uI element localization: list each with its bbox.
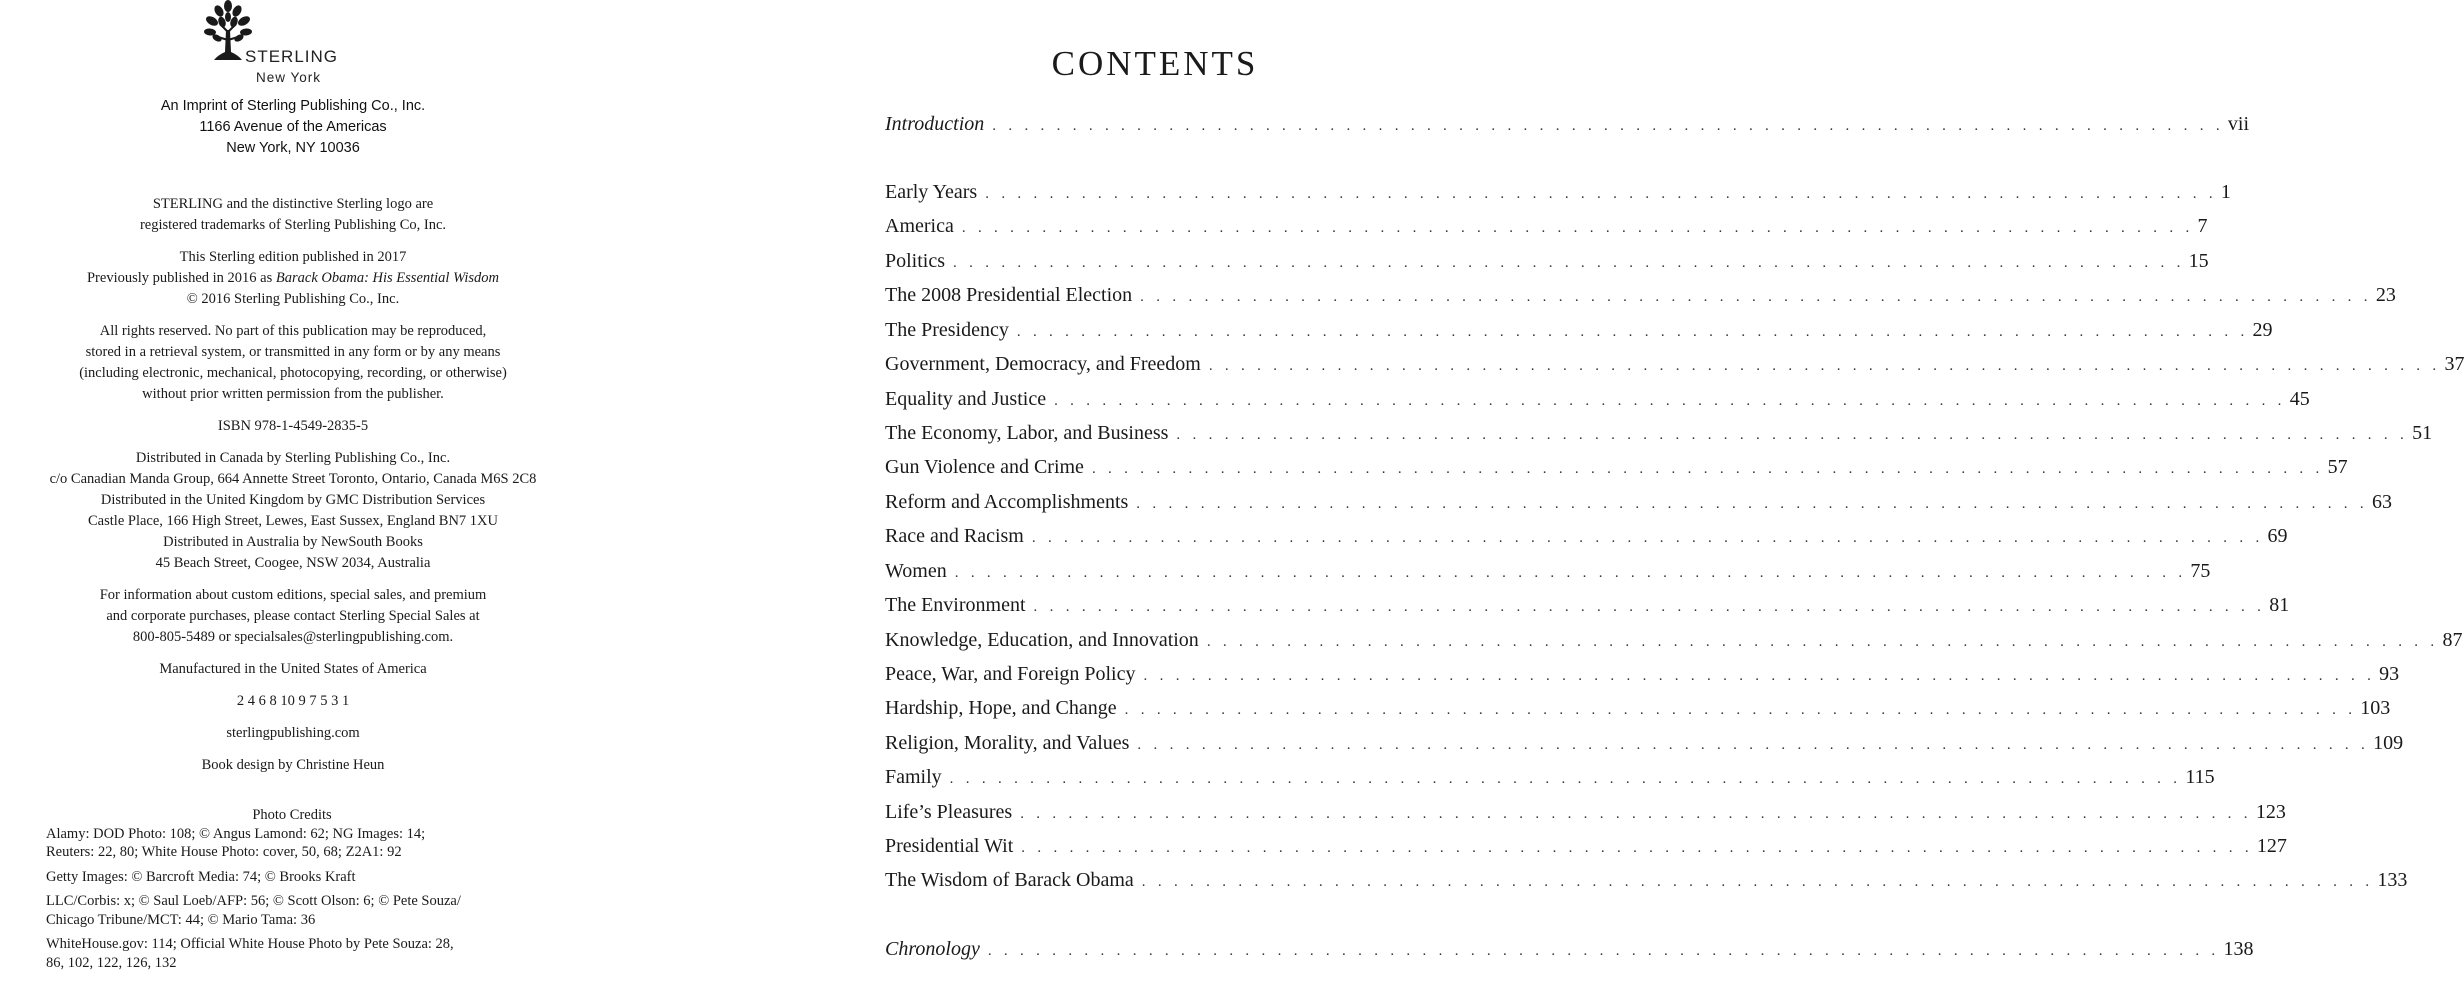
toc-entry-title: The Wisdom of Barack Obama bbox=[885, 869, 1134, 891]
toc-entry-title: Presidential Wit bbox=[885, 835, 1014, 857]
toc-entry-title: Race and Racism bbox=[885, 525, 1024, 547]
toc-entry-page: 37 bbox=[2444, 353, 2464, 375]
text-line: without prior written permission from the publisher. bbox=[142, 386, 444, 402]
toc-entry-title: Chronology bbox=[885, 938, 980, 960]
toc-entry-page: 115 bbox=[2185, 766, 2215, 788]
toc-entry-title: The 2008 Presidential Election bbox=[885, 284, 1133, 306]
imprint-line: An Imprint of Sterling Publishing Co., Inc. bbox=[160, 98, 426, 114]
text-line: Distributed in the United Kingdom by GMC Distribution Services bbox=[100, 492, 486, 508]
toc-entry-title: Religion, Morality, and Values bbox=[885, 732, 1130, 754]
toc-leader-dots: . . . . . . . . . . . . . . . . . . . . . . . . . . . . . . . . . . . . . . . . . . . . . . . . . . . . . . . . . . . . . . . . . . . . . . . . . . . . . bbox=[1140, 289, 2372, 305]
text-line: (including electronic, mechanical, photocopying, recording, or otherwise) bbox=[79, 365, 507, 381]
contents-title: CONTENTS bbox=[1051, 44, 1259, 83]
toc-entry-page: 57 bbox=[2327, 456, 2348, 478]
edition-notice bbox=[0, 247, 586, 310]
design-credit bbox=[0, 755, 586, 776]
toc-entry-page: 7 bbox=[2197, 215, 2208, 237]
logo-city: New York bbox=[256, 70, 322, 85]
toc-entry-title: Family bbox=[885, 766, 942, 788]
toc-leader-dots: . . . . . . . . . . . . . . . . . . . . . . . . . . . . . . . . . . . . . . . . . . . . . . . . . . . . . . . . . . . . . . . . . . . . . . . . . . . . . bbox=[1141, 874, 2374, 890]
toc-entry-title: Life’s Pleasures bbox=[885, 801, 1013, 823]
toc-leader-dots: . . . . . . . . . . . . . . . . . . . . . . . . . . . . . . . . . . . . . . . . . . . . . . . . . . . . . . . . . . . . . . . . . . . . . . . . . . . . . bbox=[987, 943, 2220, 959]
imprint-address bbox=[0, 96, 586, 159]
toc-entry-page: 123 bbox=[2255, 801, 2286, 823]
toc-entry-lifes-pleasures[interactable] bbox=[885, 801, 2286, 829]
toc-entry-page: 87 bbox=[2442, 629, 2463, 651]
text-line: Manufactured in the United States of America bbox=[159, 661, 427, 677]
text-line: Alamy: DOD Photo: 108; © Angus Lamond: 62; NG Images: 14; bbox=[46, 825, 426, 842]
toc-entry-introduction[interactable] bbox=[885, 113, 2250, 141]
toc-entry-america[interactable] bbox=[885, 215, 2208, 243]
toc-entry-race[interactable] bbox=[885, 525, 2288, 553]
toc-leader-dots: . . . . . . . . . . . . . . . . . . . . . . . . . . . . . . . . . . . . . . . . . . . . . . . . . . . . . . . . . . . . . . . . . . . . . . . . . . . . . bbox=[1016, 324, 2249, 340]
toc-entry-title: Politics bbox=[885, 250, 946, 272]
toc-leader-dots: . . . . . . . . . . . . . . . . . . . . . . . . . . . . . . . . . . . . . . . . . . . . . . . . . . . . . . . . . . . . . . . . . . . . . . . . . . . . . bbox=[1054, 393, 2286, 409]
text-line: sterlingpublishing.com bbox=[226, 725, 360, 741]
legal-notices bbox=[0, 194, 586, 787]
toc-leader-dots: . . . . . . . . . . . . . . . . . . . . . . . . . . . . . . . . . . . . . . . . . . . . . . . . . . . . . . . . . . . . . . . . . . . . . . . . . . . . . bbox=[1206, 634, 2439, 650]
toc-entry-title: The Presidency bbox=[885, 319, 1009, 341]
toc-leader-dots: . . . . . . . . . . . . . . . . . . . . . . . . . . . . . . . . . . . . . . . . . . . . . . . . . . . . . . . . . . . . . . . . . . . . . . . . . . . . . bbox=[1091, 461, 2324, 477]
toc-entry-chronology[interactable] bbox=[885, 938, 2254, 966]
toc-entry-women[interactable] bbox=[885, 560, 2211, 588]
toc-leader-dots: . . . . . . . . . . . . . . . . . . . . . . . . . . . . . . . . . . . . . . . . . . . . . . . . . . . . . . . . . . . . . . . . . . . . . . . . . . . . . bbox=[1137, 737, 2370, 753]
toc-leader-dots: . . . . . . . . . . . . . . . . . . . . . . . . . . . . . . . . . . . . . . . . . . . . . . . . . . . . . . . . . . . . . . . . . . . . . . . . . . . . . bbox=[953, 255, 2185, 271]
printing-line bbox=[0, 691, 586, 712]
imprint-line: 1166 Avenue of the Americas bbox=[199, 119, 387, 135]
text-line: 45 Beach Street, Coogee, NSW 2034, Australia bbox=[155, 555, 431, 571]
toc-entry-hardship[interactable] bbox=[885, 697, 2391, 725]
toc-leader-dots: . . . . . . . . . . . . . . . . . . . . . . . . . . . . . . . . . . . . . . . . . . . . . . . . . . . . . . . . . . . . . . . . . . . . . . . . . . . . . bbox=[954, 565, 2187, 581]
previous-title: Barack Obama: His Essential Wisdom bbox=[275, 270, 500, 286]
toc-entry-title: Reform and Accomplishments bbox=[885, 491, 1129, 513]
toc-entry-page: 93 bbox=[2379, 663, 2400, 685]
text-line: 2 4 6 8 10 9 7 5 3 1 bbox=[236, 693, 350, 709]
text-line: Reuters: 22, 80; White House Photo: cover, 50, 68; Z2A1: 92 bbox=[46, 844, 402, 860]
toc-entry-page: 75 bbox=[2190, 560, 2211, 582]
toc-leader-dots: . . . . . . . . . . . . . . . . . . . . . . . . . . . . . . . . . . . . . . . . . . . . . . . . . . . . . . . . . . . . . . . . . . . . . . . . . . . . . bbox=[1020, 806, 2252, 822]
toc-entry-family[interactable] bbox=[885, 766, 2215, 794]
text-line: 86, 102, 122, 126, 132 bbox=[46, 954, 177, 971]
toc-leader-dots: . . . . . . . . . . . . . . . . . . . . . . . . . . . . . . . . . . . . . . . . . . . . . . . . . . . . . . . . . . . . . . . . . . . . . . . . . . . . . bbox=[961, 220, 2194, 236]
text-line: WhiteHouse.gov: 114; Official White House Photo by Pete Souza: 28, bbox=[46, 936, 454, 952]
text-line bbox=[0, 268, 586, 289]
toc-entry-title: Gun Violence and Crime bbox=[885, 456, 1084, 478]
text-line: and corporate purchases, please contact Sterling Special Sales at bbox=[106, 608, 480, 624]
imprint-line: New York, NY 10036 bbox=[226, 140, 360, 156]
toc-entry-page: 63 bbox=[2371, 491, 2392, 513]
toc-entry-page: vii bbox=[2227, 113, 2250, 135]
toc-entry-title: Early Years bbox=[885, 181, 978, 203]
toc-entry-page: 29 bbox=[2252, 319, 2273, 341]
text-line: Distributed in Canada by Sterling Publishing Co., Inc. bbox=[135, 450, 451, 466]
sales-notice bbox=[0, 585, 586, 648]
trademark-notice bbox=[0, 194, 586, 236]
text-line: For information about custom editions, special sales, and premium bbox=[99, 587, 487, 603]
text-line: All rights reserved. No part of this publication may be reproduced, bbox=[99, 323, 487, 339]
toc-entry-page: 1 bbox=[2220, 181, 2231, 203]
toc-entry-wisdom[interactable] bbox=[885, 869, 2408, 897]
toc-entry-page: 69 bbox=[2267, 525, 2288, 547]
logo-name: STERLING bbox=[245, 47, 339, 66]
toc-entry-title: America bbox=[885, 215, 954, 237]
toc-entry-religion[interactable] bbox=[885, 732, 2404, 760]
toc-entry-reform[interactable] bbox=[885, 491, 2392, 519]
toc-leader-dots: . . . . . . . . . . . . . . . . . . . . . . . . . . . . . . . . . . . . . . . . . . . . . . . . . . . . . . . . . . . . . . . . . . . . . . . . . . . . . bbox=[949, 771, 2182, 787]
toc-leader-dots: . . . . . . . . . . . . . . . . . . . . . . . . . . . . . . . . . . . . . . . . . . . . . . . . . . . . . . . . . . . . . . . . . . . . . . . . . . . . . bbox=[985, 186, 2217, 202]
toc-entry-presidential-wit[interactable] bbox=[885, 835, 2287, 863]
manufactured-notice bbox=[0, 659, 586, 680]
toc-entry-knowledge[interactable] bbox=[885, 629, 2463, 657]
toc-leader-dots: . . . . . . . . . . . . . . . . . . . . . . . . . . . . . . . . . . . . . . . . . . . . . . . . . . . . . . . . . . . . . . . . . . . . . . . . . . . . . bbox=[1208, 358, 2441, 374]
toc-leader-dots: . . . . . . . . . . . . . . . . . . . . . . . . . . . . . . . . . . . . . . . . . . . . . . . . . . . . . . . . . . . . . . . . . . . . . . . . . . . . . bbox=[1176, 427, 2409, 443]
toc-entry-page: 109 bbox=[2373, 732, 2404, 754]
toc-entry-title: Government, Democracy, and Freedom bbox=[885, 353, 1201, 375]
text-line: c/o Canadian Manda Group, 664 Annette Street Toronto, Ontario, Canada M6S 2C8 bbox=[49, 471, 537, 487]
text-line: Book design by Christine Heun bbox=[201, 757, 385, 773]
contents-page bbox=[860, 0, 2464, 983]
toc-entry-presidency[interactable] bbox=[885, 319, 2273, 347]
toc-entry-page: 45 bbox=[2289, 388, 2310, 410]
text-line: registered trademarks of Sterling Publishing Co, Inc. bbox=[139, 217, 447, 233]
toc-entry-page: 127 bbox=[2256, 835, 2287, 857]
toc-entry-economy[interactable] bbox=[885, 422, 2433, 450]
toc-entry-equality[interactable] bbox=[885, 388, 2310, 416]
toc-entry-page: 15 bbox=[2188, 250, 2209, 272]
text-line: Castle Place, 166 High Street, Lewes, East Sussex, England BN7 1XU bbox=[88, 513, 498, 529]
toc-leader-dots: . . . . . . . . . . . . . . . . . . . . . . . . . . . . . . . . . . . . . . . . . . . . . . . . . . . . . . . . . . . . . . . . . . . . . . . . . . . . . bbox=[1031, 530, 2264, 546]
edition-prefix: Previously published in 2016 as bbox=[86, 270, 276, 286]
toc-entry-page: 133 bbox=[2377, 869, 2408, 891]
photo-credits-heading: Photo Credits bbox=[252, 807, 332, 823]
toc-entry-title: Introduction bbox=[885, 113, 985, 135]
text-line: stored in a retrieval system, or transmitted in any form or by any means bbox=[85, 344, 501, 360]
toc-entry-early-years[interactable] bbox=[885, 181, 2231, 209]
photo-credits bbox=[46, 806, 576, 978]
toc-entry-page: 103 bbox=[2360, 697, 2391, 719]
toc-entry-page: 81 bbox=[2269, 594, 2290, 616]
toc-entry-page: 51 bbox=[2412, 422, 2433, 444]
credit-paragraph bbox=[46, 868, 576, 887]
toc-entry-page: 138 bbox=[2223, 938, 2254, 960]
text-line: Chicago Tribune/MCT: 44; © Mario Tama: 36 bbox=[46, 911, 316, 928]
toc-entry-gun-violence[interactable] bbox=[885, 456, 2348, 484]
isbn bbox=[0, 416, 586, 437]
text-line: 800-805-5489 or specialsales@sterlingpublishing.com. bbox=[132, 629, 454, 645]
toc-entry-peace-war[interactable] bbox=[885, 663, 2400, 691]
toc-entry-title: The Environment bbox=[885, 594, 1026, 616]
text-line: © 2016 Sterling Publishing Co., Inc. bbox=[186, 291, 400, 307]
website bbox=[0, 723, 586, 744]
copyright-page bbox=[0, 0, 600, 983]
toc-leader-dots: . . . . . . . . . . . . . . . . . . . . . . . . . . . . . . . . . . . . . . . . . . . . . . . . . . . . . . . . . . . . . . . . . . . . . . . . . . . . . bbox=[992, 118, 2224, 134]
toc-leader-dots: . . . . . . . . . . . . . . . . . . . . . . . . . . . . . . . . . . . . . . . . . . . . . . . . . . . . . . . . . . . . . . . . . . . . . . . . . . . . . bbox=[1033, 599, 2266, 615]
toc-entry-title: The Economy, Labor, and Business bbox=[885, 422, 1169, 444]
toc-leader-dots: . . . . . . . . . . . . . . . . . . . . . . . . . . . . . . . . . . . . . . . . . . . . . . . . . . . . . . . . . . . . . . . . . . . . . . . . . . . . . bbox=[1136, 496, 2368, 512]
toc-entry-title: Equality and Justice bbox=[885, 388, 1047, 410]
distribution-notice bbox=[0, 448, 586, 574]
toc-entry-title: Knowledge, Education, and Innovation bbox=[885, 629, 1199, 651]
text-line: Distributed in Australia by NewSouth Books bbox=[163, 534, 423, 550]
rights-notice bbox=[0, 321, 586, 405]
credit-paragraph bbox=[46, 892, 576, 929]
toc-entry-environment[interactable] bbox=[885, 594, 2290, 622]
toc-leader-dots: . . . . . . . . . . . . . . . . . . . . . . . . . . . . . . . . . . . . . . . . . . . . . . . . . . . . . . . . . . . . . . . . . . . . . . . . . . . . . bbox=[1143, 668, 2376, 684]
toc-leader-dots: . . . . . . . . . . . . . . . . . . . . . . . . . . . . . . . . . . . . . . . . . . . . . . . . . . . . . . . . . . . . . . . . . . . . . . . . . . . . . bbox=[1021, 840, 2253, 856]
credit-paragraph bbox=[46, 935, 576, 972]
text-line: STERLING and the distinctive Sterling logo are bbox=[152, 196, 434, 212]
toc-entry-government[interactable] bbox=[885, 353, 2464, 381]
toc-entry-page: 23 bbox=[2375, 284, 2396, 306]
text-line: ISBN 978-1-4549-2835-5 bbox=[217, 418, 369, 434]
toc-entry-title: Women bbox=[885, 560, 947, 582]
toc-entry-title: Hardship, Hope, and Change bbox=[885, 697, 1117, 719]
text-line: This Sterling edition published in 2017 bbox=[179, 249, 407, 265]
toc-leader-dots: . . . . . . . . . . . . . . . . . . . . . . . . . . . . . . . . . . . . . . . . . . . . . . . . . . . . . . . . . . . . . . . . . . . . . . . . . . . . . bbox=[1124, 702, 2357, 718]
toc-entry-title: Peace, War, and Foreign Policy bbox=[885, 663, 1136, 685]
text-line: LLC/Corbis: x; © Saul Loeb/AFP: 56; © Scott Olson: 6; © Pete Souza/ bbox=[46, 893, 461, 909]
text-line: Getty Images: © Barcroft Media: 74; © Brooks Kraft bbox=[46, 868, 356, 885]
toc-entry-politics[interactable] bbox=[885, 250, 2209, 278]
credit-paragraph bbox=[46, 825, 576, 862]
toc-entry-2008-election[interactable] bbox=[885, 284, 2396, 312]
